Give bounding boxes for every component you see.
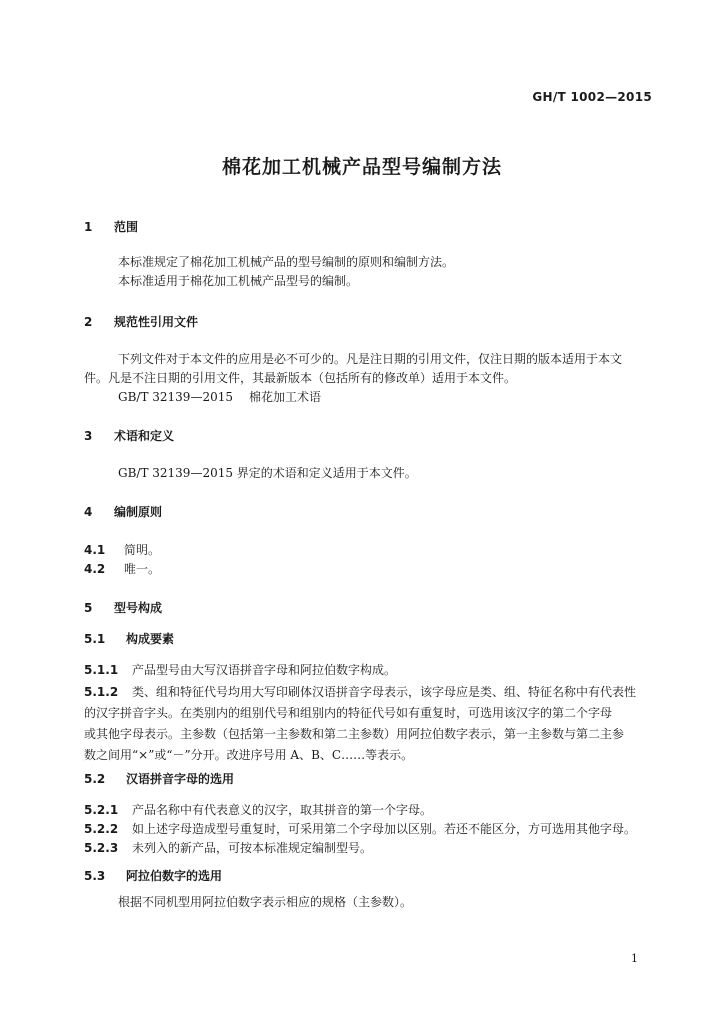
subsection-number: 5.3	[84, 869, 106, 883]
section-number: 3	[84, 429, 93, 443]
clause-text: 如上述字母造成型号重复时，可采用第二个字母加以区别。若还不能区分，方可选用其他字母。	[132, 822, 637, 836]
standard-code: GH/T 1002—2015	[532, 90, 652, 104]
paragraph-continuation: 件。凡是不注日期的引用文件，其最新版本（包括所有的修改单）适用于本文件。	[84, 371, 517, 385]
paragraph-continuation: 或其他字母表示。主参数（包括第一主参数和第二主参数）用阿拉伯数字表示，第一主参数与第二主参	[84, 727, 625, 741]
subsection-5-3-heading	[84, 867, 656, 884]
paragraph: GB/T 32139—2015 界定的术语和定义适用于本文件。	[118, 466, 417, 480]
section-number: 5	[84, 601, 93, 615]
paragraph: 本标准适用于棉花加工机械产品型号的编制。	[118, 274, 359, 288]
section-2-heading	[84, 313, 656, 330]
section-title: 编制原则	[114, 505, 163, 519]
subsection-title: 汉语拼音字母的选用	[126, 772, 235, 786]
section-number: 1	[84, 220, 93, 234]
section-title: 术语和定义	[114, 429, 175, 443]
normative-reference	[84, 388, 656, 405]
subsection-5-2-heading	[84, 770, 656, 787]
section-title: 型号构成	[114, 601, 163, 615]
clause-number: 4.2	[84, 562, 106, 576]
paragraph: 下列文件对于本文件的应用是必不可少的。凡是注日期的引用文件，仅注日期的版本适用于本文	[118, 352, 623, 366]
clause-4-1	[84, 541, 656, 558]
clause-number: 5.2.2	[84, 822, 119, 836]
reference-title: 棉花加工术语	[248, 390, 321, 404]
paragraph: 根据不同机型用阿拉伯数字表示相应的规格（主参数）。	[118, 895, 413, 909]
clause-5-2-2	[84, 820, 656, 837]
subsection-number: 5.1	[84, 632, 106, 646]
clause-text: 唯一。	[124, 562, 161, 576]
section-number: 2	[84, 315, 93, 329]
clause-number: 5.1.2	[84, 685, 119, 699]
page-number: 1	[631, 952, 638, 965]
clause-text: 产品型号由大写汉语拼音字母和阿拉伯数字构成。	[132, 663, 397, 677]
section-number: 4	[84, 505, 93, 519]
subsection-number: 5.2	[84, 772, 106, 786]
clause-text: 产品名称中有代表意义的汉字，取其拼音的第一个字母。	[132, 803, 433, 817]
reference-code: GB/T 32139—2015	[118, 390, 233, 404]
clause-number: 4.1	[84, 543, 106, 557]
subsection-title: 阿拉伯数字的选用	[126, 869, 223, 883]
clause-text: 未列入的新产品，可按本标准规定编制型号。	[132, 841, 373, 855]
clause-number: 5.1.1	[84, 663, 119, 677]
clause-5-2-1	[84, 801, 656, 818]
subsection-title: 构成要素	[126, 632, 175, 646]
section-4-heading	[84, 503, 656, 520]
section-3-heading	[84, 427, 656, 444]
clause-number: 5.2.3	[84, 841, 119, 855]
paragraph-continuation: 数之间用“×”或“－”分开。改进序号用 A、B、C……等表示。	[84, 748, 414, 762]
clause-5-1-2	[84, 683, 656, 700]
clause-5-1-1	[84, 661, 656, 678]
clause-5-2-3	[84, 839, 656, 856]
section-5-heading	[84, 599, 656, 616]
clause-4-2	[84, 560, 656, 577]
section-title: 范围	[114, 220, 139, 234]
paragraph: 本标准规定了棉花加工机械产品的型号编制的原则和编制方法。	[118, 255, 455, 269]
paragraph-continuation: 的汉字拼音字头。在类别内的组别代号和组别内的特征代号如有重复时，可选用该汉字的第二个字母	[84, 706, 613, 720]
clause-text: 类、组和特征代号均用大写印刷体汉语拼音字母表示，该字母应是类、组、特征名称中有代表性	[132, 685, 637, 699]
section-1-heading	[84, 218, 656, 235]
section-title: 规范性引用文件	[114, 315, 199, 329]
clause-text: 简明。	[124, 543, 161, 557]
subsection-5-1-heading	[84, 630, 656, 647]
clause-number: 5.2.1	[84, 803, 119, 817]
document-title: 棉花加工机械产品型号编制方法	[221, 156, 502, 178]
